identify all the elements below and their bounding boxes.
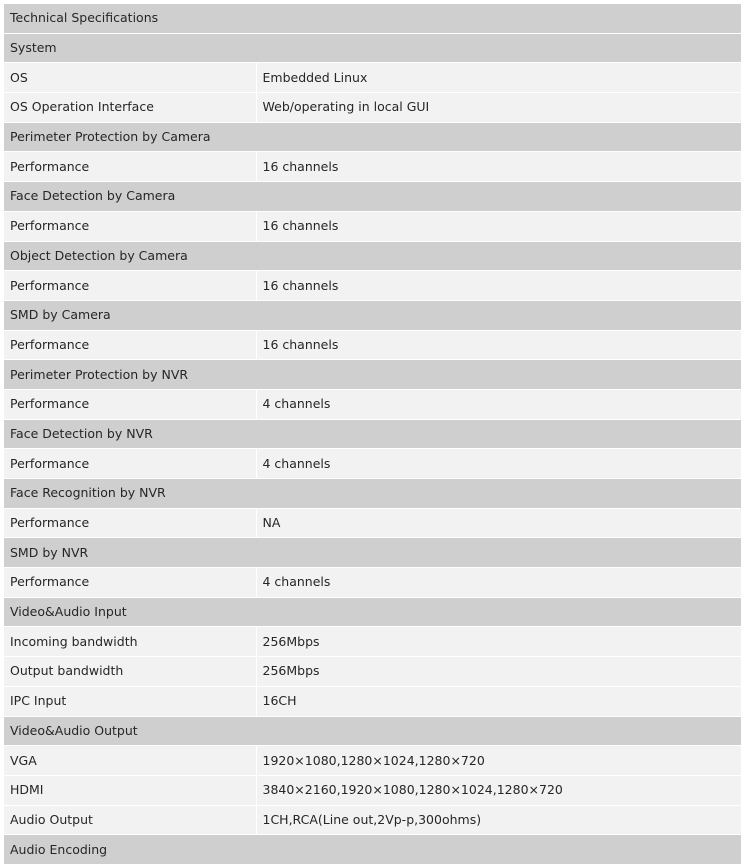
section-header-row: [4, 360, 741, 390]
spec-label: VGA: [4, 746, 256, 776]
section-header-row: [4, 33, 741, 63]
section-header-row: [4, 479, 741, 509]
spec-value: 256Mbps: [256, 657, 741, 687]
spec-table: [4, 4, 741, 865]
spec-label: IPC Input: [4, 686, 256, 716]
spec-row: [4, 389, 741, 419]
spec-label: Performance: [4, 449, 256, 479]
section-header-row: [4, 538, 741, 568]
spec-label: Performance: [4, 568, 256, 598]
spec-label: Performance: [4, 211, 256, 241]
section-title: Audio Encoding: [4, 835, 741, 865]
spec-value: NA: [256, 508, 741, 538]
spec-value: 4 channels: [256, 389, 741, 419]
section-title: Technical Specifications: [4, 4, 741, 33]
section-title: Video&Audio Input: [4, 597, 741, 627]
section-title: Object Detection by Camera: [4, 241, 741, 271]
spec-label: Audio Output: [4, 805, 256, 835]
spec-value: Web/operating in local GUI: [256, 93, 741, 123]
section-title: Perimeter Protection by NVR: [4, 360, 741, 390]
section-header-row: [4, 182, 741, 212]
spec-row: [4, 686, 741, 716]
spec-value: 256Mbps: [256, 627, 741, 657]
section-title: Face Recognition by NVR: [4, 479, 741, 509]
section-title: SMD by NVR: [4, 538, 741, 568]
spec-label: Incoming bandwidth: [4, 627, 256, 657]
spec-row: [4, 93, 741, 123]
section-header-row: [4, 4, 741, 33]
section-header-row: [4, 597, 741, 627]
section-header-row: [4, 835, 741, 865]
spec-row: [4, 568, 741, 598]
section-title: Face Detection by NVR: [4, 419, 741, 449]
spec-label: Performance: [4, 271, 256, 301]
spec-value: 1CH,RCA(Line out,2Vp-p,300ohms): [256, 805, 741, 835]
spec-label: OS: [4, 63, 256, 93]
spec-value: 4 channels: [256, 568, 741, 598]
spec-row: [4, 152, 741, 182]
section-title: System: [4, 33, 741, 63]
spec-row: [4, 775, 741, 805]
section-header-row: [4, 419, 741, 449]
spec-row: [4, 330, 741, 360]
spec-label: HDMI: [4, 775, 256, 805]
section-header-row: [4, 122, 741, 152]
spec-row: [4, 449, 741, 479]
spec-value: 4 channels: [256, 449, 741, 479]
section-title: Video&Audio Output: [4, 716, 741, 746]
section-title: Face Detection by Camera: [4, 182, 741, 212]
spec-row: [4, 508, 741, 538]
section-header-row: [4, 300, 741, 330]
spec-label: Performance: [4, 389, 256, 419]
spec-value: 16 channels: [256, 211, 741, 241]
spec-value: 16 channels: [256, 271, 741, 301]
spec-value: 16CH: [256, 686, 741, 716]
spec-label: Performance: [4, 330, 256, 360]
spec-row: [4, 63, 741, 93]
spec-value: 3840×2160,1920×1080,1280×1024,1280×720: [256, 775, 741, 805]
spec-row: [4, 746, 741, 776]
spec-label: Performance: [4, 508, 256, 538]
spec-value: Embedded Linux: [256, 63, 741, 93]
spec-row: [4, 805, 741, 835]
section-header-row: [4, 241, 741, 271]
spec-label: Output bandwidth: [4, 657, 256, 687]
spec-row: [4, 627, 741, 657]
spec-table-body: [4, 4, 741, 864]
spec-row: [4, 657, 741, 687]
spec-value: 1920×1080,1280×1024,1280×720: [256, 746, 741, 776]
section-title: Perimeter Protection by Camera: [4, 122, 741, 152]
section-title: SMD by Camera: [4, 300, 741, 330]
spec-value: 16 channels: [256, 152, 741, 182]
spec-row: [4, 271, 741, 301]
spec-row: [4, 211, 741, 241]
spec-label: Performance: [4, 152, 256, 182]
spec-value: 16 channels: [256, 330, 741, 360]
spec-label: OS Operation Interface: [4, 93, 256, 123]
section-header-row: [4, 716, 741, 746]
